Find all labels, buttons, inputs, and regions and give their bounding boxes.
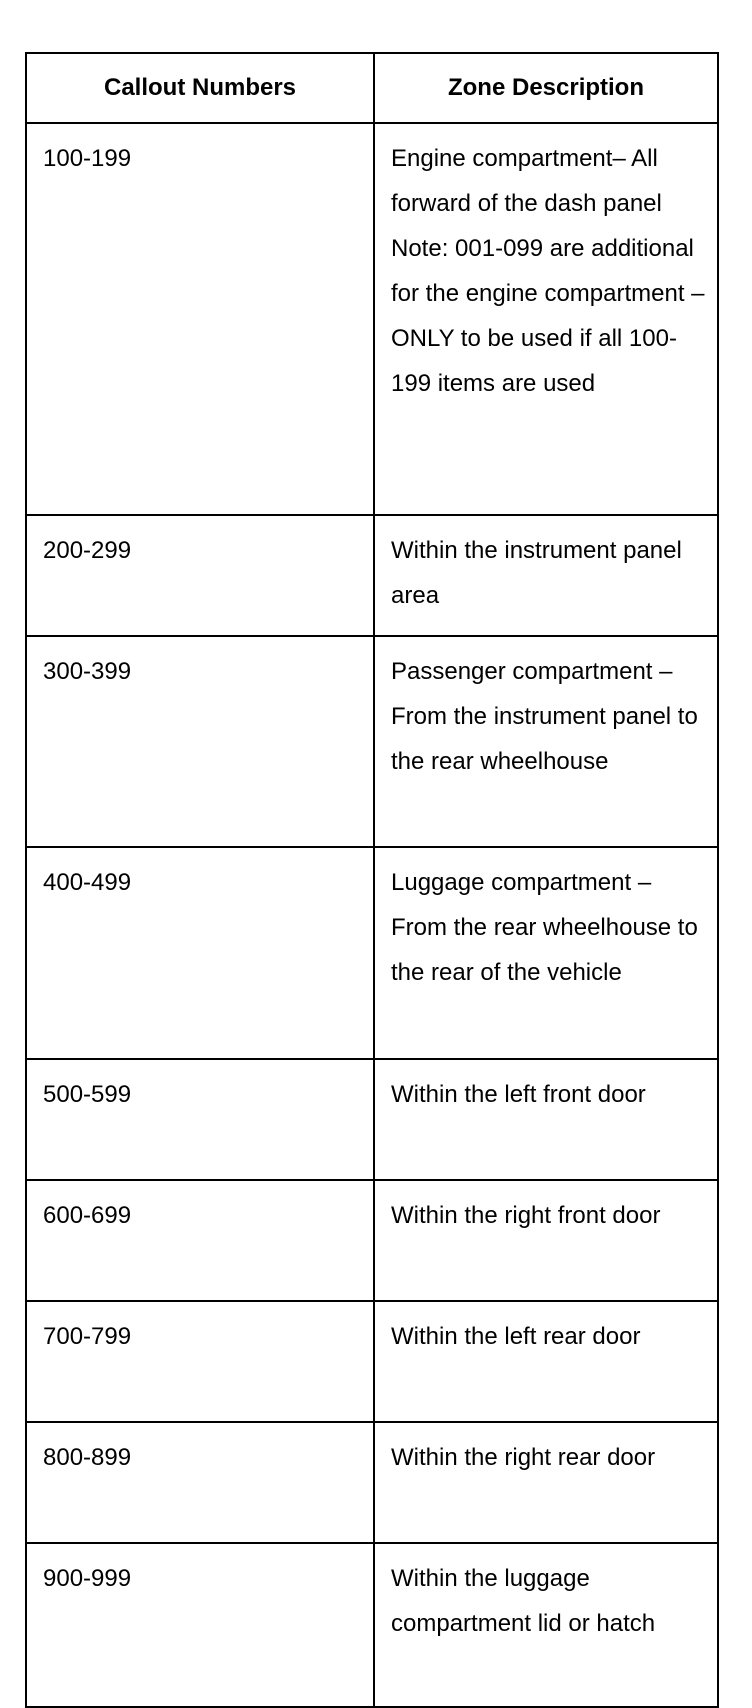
callout-cell: 900-999: [26, 1543, 374, 1707]
callout-cell: 300-399: [26, 636, 374, 847]
description-cell: Within the left front door: [374, 1059, 718, 1180]
header-zone-description: Zone Description: [374, 53, 718, 123]
description-cell: Passenger compartment – From the instrument panel to the rear wheelhouse: [374, 636, 718, 847]
table-row: [26, 847, 718, 1059]
callout-cell: 600-699: [26, 1180, 374, 1301]
description-cell: Within the instrument panel area: [374, 515, 718, 636]
table-row: [26, 1543, 718, 1707]
description-cell: Within the right front door: [374, 1180, 718, 1301]
table-row: [26, 1059, 718, 1180]
callout-cell: 500-599: [26, 1059, 374, 1180]
description-cell: Luggage compartment – From the rear wheelhouse to the rear of the vehicle: [374, 847, 718, 1059]
description-cell: Within the left rear door: [374, 1301, 718, 1422]
description-cell: Within the luggage compartment lid or hatch: [374, 1543, 718, 1707]
table-row: [26, 123, 718, 515]
table-row: [26, 636, 718, 847]
callout-cell: 400-499: [26, 847, 374, 1059]
description-cell: Engine compartment– All forward of the dash panel Note: 001-099 are additional for the engine compartment – ONLY to be used if all 100-199 items are used: [374, 123, 718, 515]
header-callout-numbers: Callout Numbers: [26, 53, 374, 123]
callout-cell: 700-799: [26, 1301, 374, 1422]
table-row: [26, 1422, 718, 1543]
callout-cell: 800-899: [26, 1422, 374, 1543]
table-header-row: [26, 53, 718, 123]
description-cell: Within the right rear door: [374, 1422, 718, 1543]
table-row: [26, 1180, 718, 1301]
zone-table: [25, 52, 719, 1708]
table-row: [26, 1301, 718, 1422]
callout-cell: 100-199: [26, 123, 374, 515]
callout-cell: 200-299: [26, 515, 374, 636]
table-row: [26, 515, 718, 636]
